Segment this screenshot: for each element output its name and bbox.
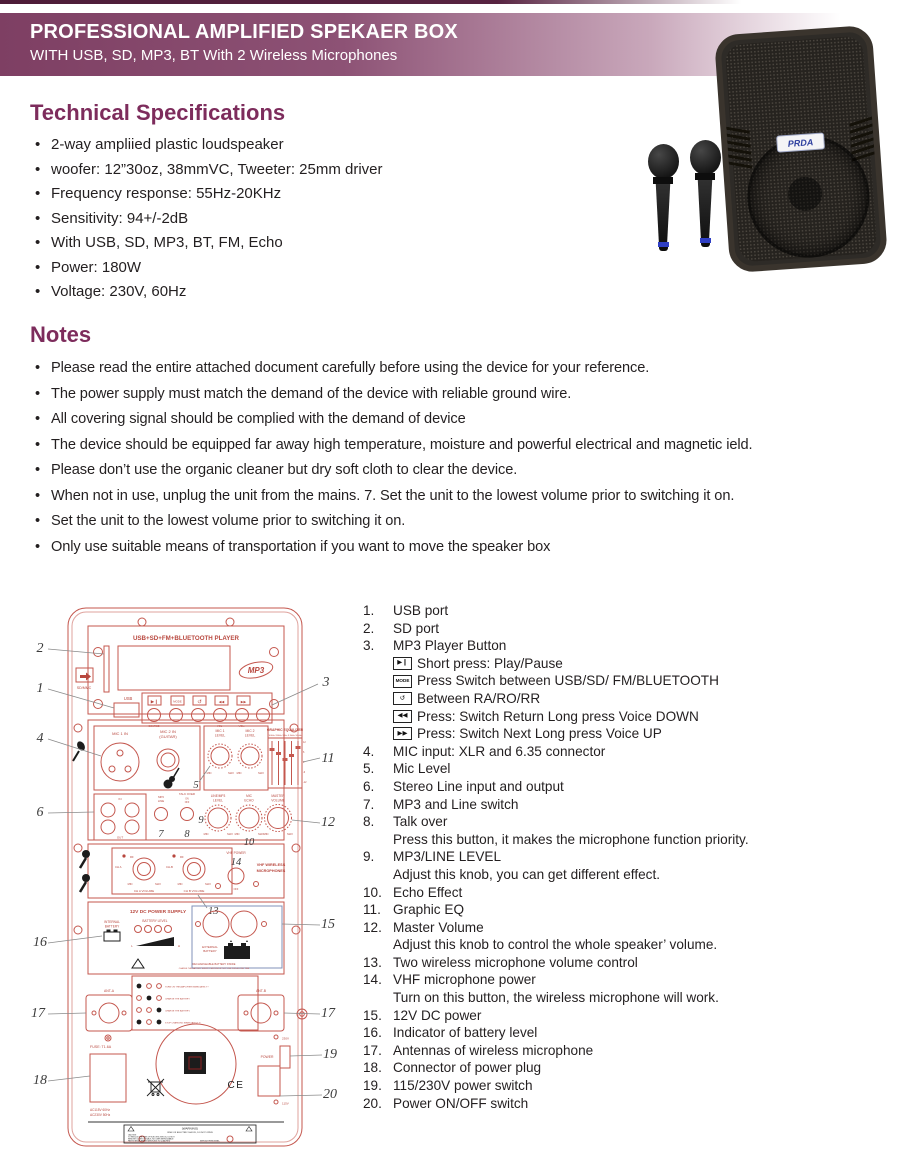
svg-text:230V: 230V	[282, 1036, 290, 1041]
rear-panel-svg	[24, 596, 364, 1150]
part-number: 8.	[363, 814, 375, 830]
mp3-logo	[238, 659, 274, 681]
speaker-vent-left	[723, 126, 752, 169]
part-number: 2.	[363, 620, 375, 636]
part-label: Master Volume	[393, 919, 484, 935]
svg-text:MIN: MIN	[203, 833, 209, 836]
svg-text:TALK OVER: TALK OVER	[178, 792, 196, 796]
callout-18: 18	[33, 1073, 47, 1088]
internal-battery-icon	[104, 930, 120, 941]
part-label: USB port	[393, 603, 449, 618]
callout-17-right: 17	[321, 1006, 335, 1021]
part-label: Talk over	[393, 814, 448, 830]
svg-text:H: H	[177, 944, 181, 948]
part-number: 12.	[363, 919, 382, 935]
part-label: VHF microphone power	[393, 972, 536, 988]
svg-text:MICROPHONES: MICROPHONES	[256, 869, 286, 873]
part-number: 10.	[363, 884, 382, 900]
svg-text:RF: RF	[130, 855, 134, 859]
page-title: PROFESSIONAL AMPLIFIED SPEKAER BOX	[30, 21, 458, 43]
svg-text:OFF: OFF	[184, 802, 190, 804]
part-number: 7.	[363, 796, 375, 812]
mic1-level-knob	[208, 744, 232, 768]
part-detail	[363, 989, 901, 1007]
part-detail-text: Turn on this button, the wireless microphone will work.	[393, 990, 719, 1006]
part-number: 9.	[363, 849, 375, 865]
svg-text:CH A: CH A	[115, 865, 122, 869]
callout-13: 13	[208, 906, 219, 917]
page-subtitle: WITH USB, SD, MP3, BT With 2 Wireless Microphones	[30, 47, 398, 64]
part-detail	[363, 725, 901, 743]
part-label: Mic Level	[393, 761, 451, 777]
part-item	[363, 1059, 901, 1077]
svg-text:MASTER: MASTER	[271, 794, 285, 798]
line-mp3-level-knob	[204, 794, 233, 836]
callout-1: 1	[36, 681, 44, 696]
part-label: 115/230V power switch	[393, 1078, 533, 1094]
part-item	[363, 760, 901, 778]
power-plug-connector	[90, 1054, 126, 1102]
mp3-line-switch	[155, 795, 168, 821]
svg-text:BATTERY: BATTERY	[104, 924, 120, 929]
svg-text:MIN: MIN	[177, 883, 183, 886]
svg-text:RF: RF	[180, 855, 184, 859]
svg-text:(GUITAR): (GUITAR)	[159, 734, 177, 739]
antenna-b-jack	[238, 989, 284, 1031]
graphic-equalizer	[267, 728, 307, 788]
part-detail	[363, 831, 901, 849]
part-number: 14.	[363, 972, 382, 988]
vhf-wireless-section	[80, 844, 286, 898]
line-io-jacks	[94, 794, 146, 840]
svg-text:▲: ▲	[245, 939, 249, 943]
part-label: 12V DC power	[393, 1007, 482, 1023]
part-detail-text: Adjust this knob, you can get different effect.	[393, 866, 661, 882]
callout-8: 8	[184, 829, 190, 840]
part-item	[363, 796, 901, 814]
rear-panel-diagram	[24, 596, 364, 1151]
svg-text:USB: USB	[123, 696, 133, 701]
svg-text:RISK OF ELECTRIC SHOCK, DO NOT: RISK OF ELECTRIC SHOCK, DO NOT OPEN	[167, 1131, 213, 1134]
power-switch	[258, 1066, 280, 1096]
callout-4: 4	[36, 731, 44, 746]
svg-text:ANT-B: ANT-B	[256, 989, 266, 993]
svg-text:GRAPHIC EQUALIZER: GRAPHIC EQUALIZER	[266, 728, 304, 732]
part-item	[363, 971, 901, 989]
part-number: 4.	[363, 743, 375, 759]
svg-text:MIN: MIN	[236, 772, 242, 775]
part-number: 5.	[363, 761, 375, 777]
spec-item: • With USB, SD, MP3, BT, FM, Echo	[34, 234, 654, 251]
callout-15: 15	[321, 917, 335, 932]
svg-text:TURN ON THE AMPLIFIER IMMEDIAT: TURN ON THE AMPLIFIER IMMEDIATELY !!	[165, 986, 209, 989]
play-pause-icon: ▶❙	[393, 657, 412, 670]
part-number: 3.	[363, 638, 375, 654]
level-ramp	[136, 937, 174, 946]
part-number: 6.	[363, 778, 375, 794]
part-label: Connector of power plug	[393, 1060, 542, 1076]
warning-label	[124, 1125, 256, 1143]
power-supply-section	[88, 895, 284, 974]
svg-text:LEVEL: LEVEL	[244, 733, 256, 738]
part-detail-text: Press: Switch Return Long press Voice DOWN	[417, 708, 699, 724]
svg-text:FUSE: T1.6A: FUSE: T1.6A	[90, 1045, 112, 1049]
part-label: Graphic EQ	[393, 902, 465, 918]
svg-text:USB+SD+FM+BLUETOOTH PLAYER: USB+SD+FM+BLUETOOTH PLAYER	[132, 635, 240, 642]
part-detail-text: Press: Switch Next Long press Voice UP	[417, 726, 662, 742]
note-item: • Please read the entire attached document carefully before using the device for your reference.	[34, 360, 892, 376]
svg-text:ON: ON	[185, 798, 189, 801]
part-label: Indicator of battery level	[393, 1025, 538, 1041]
part-label: Stereo Line input and output	[393, 778, 564, 794]
part-detail	[363, 655, 901, 673]
mic1-xlr-jack	[101, 743, 139, 781]
part-item	[363, 1024, 901, 1042]
svg-text:LEVEL: LEVEL	[213, 798, 223, 803]
spec-item: • Power: 180W	[34, 259, 654, 276]
part-item	[363, 848, 901, 866]
spec-item: • Sensitivity: 94+/-2dB	[34, 210, 654, 227]
external-battery-icon	[224, 943, 250, 959]
svg-text:EXTERNAL: EXTERNAL	[202, 945, 218, 949]
svg-text:AC115V 60Hz: AC115V 60Hz	[90, 1108, 110, 1112]
part-detail	[363, 866, 901, 884]
part-number: 11.	[363, 902, 381, 918]
ch-a-volume-knob	[133, 858, 155, 880]
callout-2: 2	[36, 641, 44, 656]
mic-echo-knob	[235, 794, 264, 836]
sd-slot	[104, 646, 109, 692]
note-item: • Only use suitable means of transportation if you want to move the speaker box	[34, 539, 892, 555]
svg-text:STOP CHARGING IMMEDIATELY !!!: STOP CHARGING IMMEDIATELY !!!	[165, 1022, 201, 1025]
svg-text:MIC 1 IN: MIC 1 IN	[112, 731, 128, 736]
spec-item: • 2-way ampliied plastic loudspeaker	[34, 136, 654, 153]
spec-item: • woofer: 12”30oz, 38mmVC, Tweeter: 25mm driver	[34, 161, 654, 178]
part-item	[363, 954, 901, 972]
svg-text:MAX: MAX	[258, 772, 264, 775]
part-item	[363, 884, 901, 902]
warning-triangle	[132, 959, 144, 968]
svg-text:CHARGE THE BATTERY EVERY 3 MON: CHARGE THE BATTERY EVERY 3 MONTHS IF NOT USE FOR A LONG TIME	[178, 968, 250, 970]
svg-text:MAX: MAX	[287, 833, 293, 836]
note-item: • Set the unit to the lowest volume prior to switching it on.	[34, 513, 892, 529]
svg-text:VHF WIRELESS: VHF WIRELESS	[256, 863, 286, 867]
svg-text:MAX: MAX	[258, 833, 264, 836]
part-number: 17.	[363, 1042, 382, 1058]
svg-text:CH B VOLUME: CH B VOLUME	[183, 889, 205, 893]
svg-text:-6: -6	[303, 771, 306, 774]
spec-item: • Voltage: 230V, 60Hz	[34, 283, 654, 300]
tech-specs-list	[34, 136, 654, 308]
part-number: 16.	[363, 1025, 382, 1041]
vhf-power-button	[228, 868, 244, 884]
svg-text:-12: -12	[303, 781, 307, 784]
callout-10: 10	[243, 837, 255, 848]
svg-text:ANT-A: ANT-A	[104, 989, 114, 993]
part-item	[363, 1042, 901, 1060]
part-detail-text: Short press: Play/Pause	[417, 655, 563, 671]
callout-7: 7	[158, 829, 164, 840]
previous-icon: ◀◀	[218, 699, 225, 704]
part-detail	[363, 936, 901, 954]
svg-text:VHF POWER: VHF POWER	[226, 851, 246, 855]
mp3-player-section	[76, 626, 284, 728]
svg-text:CH A VOLUME: CH A VOLUME	[133, 889, 155, 893]
parts-list	[363, 602, 901, 1112]
svg-text:MIN: MIN	[234, 833, 240, 836]
svg-text:BATTERY: BATTERY	[203, 949, 217, 953]
brand-badge: PRDA	[776, 132, 825, 152]
part-item	[363, 919, 901, 937]
ch-b-volume-knob	[183, 858, 205, 880]
callout-3: 3	[322, 675, 330, 690]
svg-text:IN: IN	[118, 797, 122, 801]
part-detail	[363, 672, 901, 690]
speaker-image	[714, 25, 888, 273]
note-item: • When not in use, unplug the unit from the mains. 7. Set the unit to the lowest volume prior to switching it on.	[34, 488, 892, 504]
svg-text:115V: 115V	[282, 1101, 289, 1106]
part-number: 15.	[363, 1007, 382, 1023]
part-item	[363, 602, 901, 620]
mic2-guitar-jack	[157, 749, 179, 771]
svg-text:SERVICE PERSONNEL.: SERVICE PERSONNEL.	[200, 1140, 220, 1143]
callout-11: 11	[321, 751, 335, 766]
part-detail	[363, 708, 901, 726]
product-photo	[630, 24, 904, 282]
part-number: 19.	[363, 1078, 382, 1094]
note-item: • The power supply must match the demand of the device with reliable ground wire.	[34, 386, 892, 402]
part-item	[363, 637, 901, 655]
bottom-area	[88, 1024, 290, 1143]
svg-text:6: 6	[303, 751, 305, 754]
svg-text:OUT: OUT	[116, 835, 124, 840]
part-label: SD port	[393, 620, 440, 636]
svg-text:MAX: MAX	[228, 772, 234, 775]
note-item: • Please don’t use the organic cleaner but dry soft cloth to clear the device.	[34, 462, 892, 478]
part-item	[363, 1007, 901, 1025]
svg-text:CHARGE THE BATTERY: CHARGE THE BATTERY	[165, 998, 190, 1001]
usb-port	[114, 703, 139, 717]
mode-icon: MODE	[393, 675, 412, 688]
play-pause-icon: ▶❙	[150, 699, 159, 704]
callouts	[31, 641, 337, 1102]
svg-text:MAX: MAX	[205, 883, 211, 886]
repeat-icon: ↺	[393, 692, 412, 705]
callout-16: 16	[33, 935, 47, 950]
svg-text:POWER: POWER	[260, 1055, 274, 1059]
callout-9: 9	[198, 815, 204, 826]
svg-text:MP3: MP3	[158, 795, 164, 799]
svg-text:ECHO: ECHO	[244, 798, 254, 803]
svg-text:(WARNING): (WARNING)	[181, 1126, 199, 1131]
tech-specs-heading: Technical Specifications	[30, 100, 286, 125]
svg-text:MIN: MIN	[206, 772, 212, 775]
svg-text:SD/MMC: SD/MMC	[76, 686, 92, 690]
callout-5: 5	[193, 780, 199, 791]
svg-text:12: 12	[303, 741, 306, 744]
ce-mark: CE	[227, 1080, 245, 1091]
master-volume-knob	[264, 794, 293, 836]
part-label: Power ON/OFF switch	[393, 1095, 529, 1111]
repeat-icon: ↺	[197, 699, 202, 706]
part-label: MP3/LINE LEVEL	[393, 849, 502, 865]
svg-text:VOL+: VOL+	[238, 725, 246, 728]
svg-text:MAX: MAX	[227, 833, 233, 836]
wireless-microphone-2	[688, 140, 722, 254]
part-number: 18.	[363, 1060, 382, 1076]
svg-text:12V DC POWER SUPPLY: 12V DC POWER SUPPLY	[129, 910, 187, 915]
svg-text:VOLUME: VOLUME	[271, 798, 285, 803]
part-item	[363, 620, 901, 638]
svg-text:CHARGE THE BATTERY.: CHARGE THE BATTERY.	[165, 1010, 191, 1013]
part-label: Antennas of wireless microphone	[393, 1042, 594, 1058]
svg-text:TO REDUCE THE RISK OF ELECTRIC: TO REDUCE THE RISK OF ELECTRIC SHOCK, DO NOT	[128, 1136, 175, 1139]
next-icon: ▶▶	[393, 727, 412, 740]
svg-text:MP3: MP3	[247, 666, 265, 675]
part-number: 13.	[363, 954, 382, 970]
svg-text:100Hz 330Hz 1kHz 3.3kHz 10kHz: 100Hz 330Hz 1kHz 3.3kHz 10kHz	[268, 735, 302, 737]
svg-text:LINE: LINE	[157, 799, 165, 803]
svg-text:CAUTION:: CAUTION:	[128, 1134, 137, 1137]
svg-text:PARTS INSIDE REFER SERVICING T: PARTS INSIDE REFER SERVICING TO QUALIFIED	[128, 1140, 171, 1143]
part-label: MIC input: XLR and 6.35 connector	[393, 743, 606, 759]
lcd-display	[118, 646, 230, 690]
dc-power-jacks	[196, 911, 267, 937]
part-detail-text: Between RA/RO/RR	[417, 690, 541, 706]
svg-text:LINE/MP3: LINE/MP3	[210, 794, 226, 798]
spec-item: • Frequency response: 55Hz-20KHz	[34, 185, 654, 202]
svg-text:MIC 2 IN: MIC 2 IN	[160, 729, 176, 734]
top-accent-line	[0, 0, 904, 4]
mode-icon: MODE	[173, 699, 182, 704]
part-number: 1.	[363, 603, 375, 618]
svg-text:BATTERY LEVEL: BATTERY LEVEL	[142, 919, 168, 923]
previous-icon: ◀◀	[393, 710, 412, 723]
svg-text:OFF: OFF	[233, 888, 239, 891]
part-detail-text: Press Switch between USB/SD/ FM/BLUETOOTH	[417, 673, 719, 689]
part-label: MP3 and Line switch	[393, 796, 519, 812]
svg-text:RECHARGEABLE BATTERY INSIDE: RECHARGEABLE BATTERY INSIDE	[192, 963, 236, 966]
mic2-level-knob	[238, 744, 262, 768]
svg-text:REMOVE COVER OR BACK. NO USER: REMOVE COVER OR BACK. NO USER SERVICEABLE	[128, 1138, 174, 1141]
svg-text:VOL-: VOL-	[216, 725, 224, 728]
led-status-panel	[132, 976, 258, 1030]
svg-text:L: L	[131, 944, 133, 948]
svg-text:INTERNAL: INTERNAL	[104, 920, 120, 924]
callout-12: 12	[321, 815, 335, 830]
svg-text:MIC: MIC	[246, 794, 252, 798]
svg-text:SOURCE: SOURCE	[148, 725, 160, 728]
part-item	[363, 813, 901, 831]
svg-text:LEVEL: LEVEL	[214, 733, 226, 738]
mixer-section	[73, 720, 307, 840]
part-detail-text: Press this button, it makes the microphone function priority.	[393, 831, 749, 847]
part-label: Echo Effect	[393, 884, 463, 900]
part-item	[363, 1095, 901, 1113]
weee-bin-icon	[147, 1079, 164, 1096]
voltage-selector-switch	[280, 1046, 290, 1068]
svg-text:MIN: MIN	[263, 833, 269, 836]
svg-text:MIC 2: MIC 2	[245, 729, 255, 733]
note-item: • All covering signal should be complied with the demand of device	[34, 411, 892, 427]
next-icon: ▶▶	[240, 699, 247, 704]
part-number: 20.	[363, 1095, 382, 1111]
svg-text:MAX: MAX	[155, 883, 161, 886]
svg-text:▲: ▲	[229, 939, 233, 943]
part-label: Two wireless microphone volume control	[393, 954, 638, 970]
part-item	[363, 901, 901, 919]
callout-6: 6	[36, 805, 44, 820]
notes-heading: Notes	[30, 322, 92, 347]
part-detail-text: Adjust this knob to control the whole speaker’ volume.	[393, 937, 718, 953]
part-item	[363, 1077, 901, 1095]
part-detail	[363, 690, 901, 708]
svg-text:MIN: MIN	[127, 883, 133, 886]
svg-text:MIC 1: MIC 1	[215, 729, 225, 733]
part-item	[363, 743, 901, 761]
part-item	[363, 778, 901, 796]
callout-17-left: 17	[31, 1006, 45, 1021]
battery-level-leds	[135, 926, 172, 933]
part-label: MP3 Player Button	[393, 638, 507, 654]
svg-text:CH-B: CH-B	[166, 865, 173, 869]
callout-19: 19	[323, 1047, 337, 1062]
callout-20: 20	[323, 1087, 337, 1102]
notes-list	[34, 360, 892, 564]
svg-text:0: 0	[303, 761, 305, 764]
svg-text:AC230V 50Hz: AC230V 50Hz	[90, 1113, 111, 1117]
note-item: • The device should be equipped far away high temperature, moisture and powerful electrical and magnetic ield.	[34, 437, 892, 453]
callout-14: 14	[230, 857, 242, 868]
antenna-a-jack	[86, 989, 132, 1031]
talk-over-button	[179, 792, 195, 821]
